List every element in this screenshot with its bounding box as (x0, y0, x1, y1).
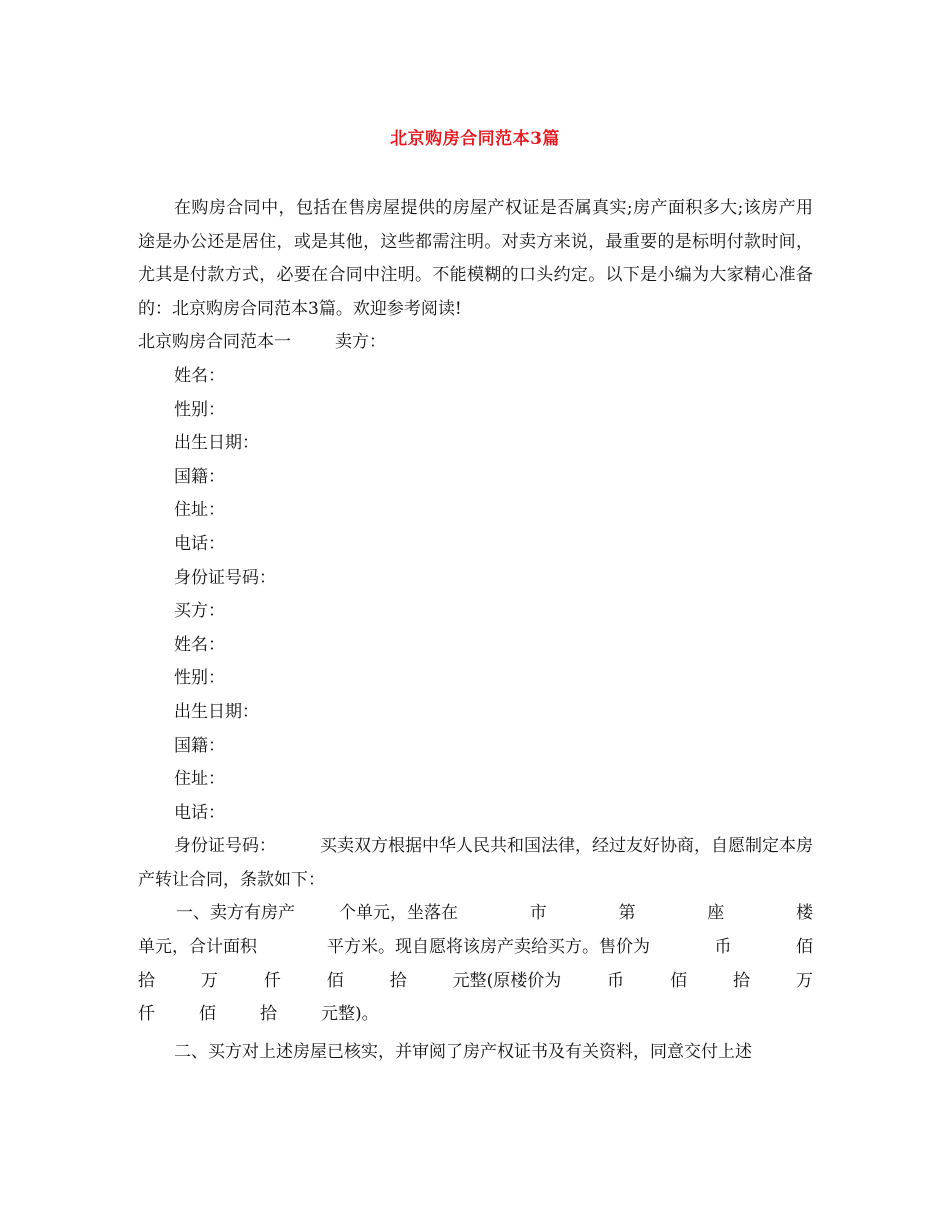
clause1-text: 单元，合计面积 (138, 937, 257, 958)
section-heading-line (138, 326, 813, 360)
section-heading: 北京购房合同范本一 (138, 332, 291, 353)
clause1-line (138, 931, 813, 965)
intro-paragraph: 在购房合同中，包括在售房屋提供的房屋产权证是否属真实;房产面积多大;该房产用途是办公还是居住，或是其他，这些都需注明。对卖方来说，最重要的是标明付款时间，尤其是付款方式，必要在合同中注明。不能模糊的口头约定。以下是小编为大家精心准备的：北京购房合同范本3篇。欢迎参考阅读! (138, 198, 813, 319)
clause1-line (138, 897, 813, 931)
buyer-field: 性别： (174, 668, 225, 689)
clause1-text: 第 (618, 903, 636, 924)
buyer-field: 住址： (174, 769, 225, 790)
clause1-text: 佰 (199, 1004, 216, 1025)
clause1-text: 市 (529, 903, 547, 924)
clause1-text: 仟 (263, 970, 281, 991)
clause1-text: 元整(原楼价为 (452, 970, 562, 991)
buyer-field: 国籍： (174, 735, 225, 756)
clause1-text: 拾 (138, 970, 155, 991)
seller-field: 住址： (174, 500, 225, 521)
clause1-text: 万 (795, 970, 813, 991)
clause1-text: 座 (707, 903, 725, 924)
buyer-label: 买方： (174, 601, 225, 622)
seller-field: 国籍： (174, 466, 225, 487)
clause1-text: 佰 (670, 970, 688, 991)
clause1-text: 万 (200, 970, 218, 991)
buyer-id-label: 身份证号码： (174, 836, 276, 857)
seller-field: 身份证号码： (174, 567, 276, 588)
clause1-text: 元整)。 (321, 1004, 379, 1025)
clause2-paragraph: 二、买方对上述房屋已核实，并审阅了房产权证书及有关资料，同意交付上述 (174, 1041, 752, 1062)
buyer-field: 出生日期： (174, 701, 259, 722)
document-body (138, 192, 813, 1069)
clause1-line (138, 965, 813, 999)
document-title: 北京购房合同范本3篇 (390, 129, 560, 149)
clause1-text: 拾 (733, 970, 751, 991)
clause1-text: 币 (607, 970, 625, 991)
clause1-text: 币 (714, 937, 732, 958)
seller-label: 卖方： (335, 332, 386, 353)
clause1-text: 拾 (389, 970, 407, 991)
clause1-line (138, 998, 813, 1032)
buyer-field: 姓名： (174, 634, 225, 655)
clause1-text: 拾 (260, 1004, 277, 1025)
seller-field: 出生日期： (174, 433, 259, 454)
preamble-paragraph (138, 830, 813, 897)
clause1-text: 佰 (326, 970, 344, 991)
seller-field: 姓名： (174, 365, 225, 386)
clause1-text: 仟 (138, 1004, 155, 1025)
buyer-field: 电话： (174, 802, 225, 823)
clause1-text: 个单元，坐落在 (339, 903, 458, 924)
seller-field: 电话： (174, 533, 225, 554)
preamble-text: 买卖双方根据中华人民共和国法律，经过友好协商，自愿制定本房产转让合同，条款如下： (138, 836, 813, 890)
clause1-text: 一、卖方有房产 (176, 903, 295, 924)
clause1-text: 平方米。现自愿将该房产卖给买方。售价为 (327, 937, 650, 958)
clause1-text: 楼 (796, 903, 813, 924)
seller-field: 性别： (174, 399, 225, 420)
clause1-text: 佰 (796, 937, 813, 958)
